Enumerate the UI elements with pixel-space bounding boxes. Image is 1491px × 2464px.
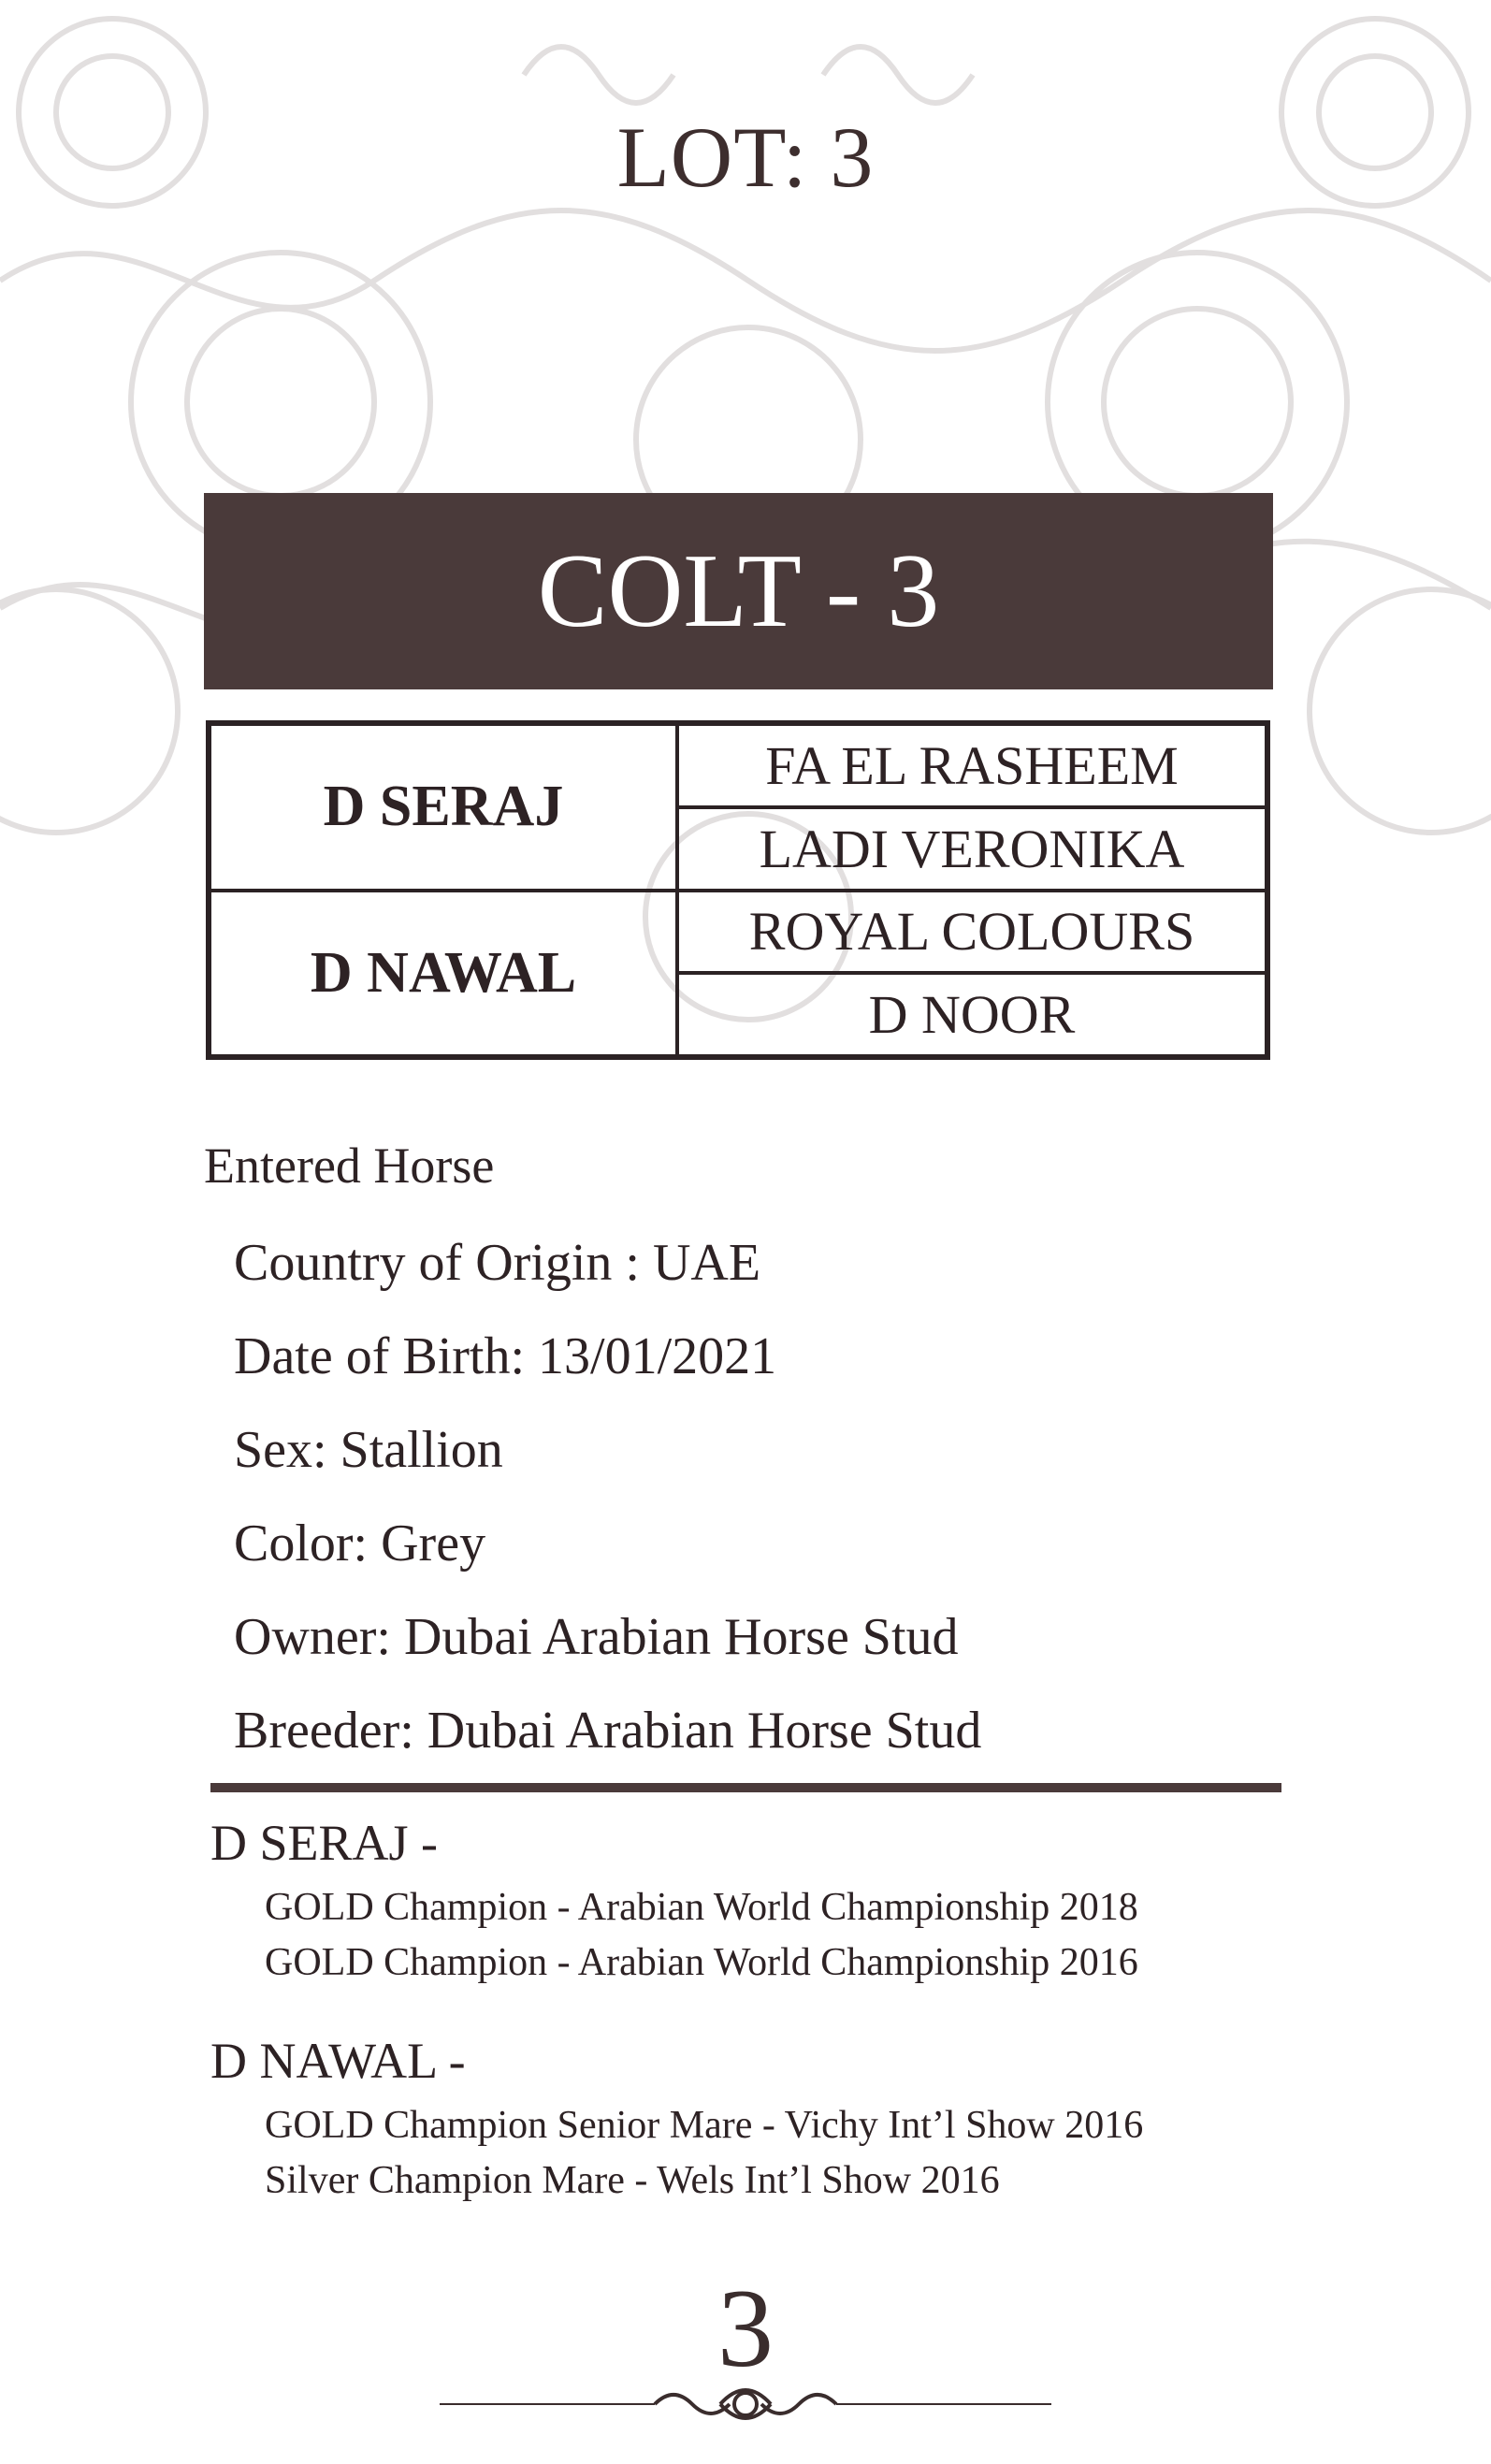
pedigree-dam-sire: ROYAL COLOURS bbox=[677, 891, 1267, 974]
colt-banner-title: COLT - 3 bbox=[537, 532, 940, 649]
pedigree-dam-dam: D NOOR bbox=[677, 973, 1267, 1056]
pedigree-sire-sire: FA EL RASHEEM bbox=[677, 724, 1267, 807]
pedigree-dam: D NAWAL bbox=[210, 891, 677, 1057]
detail-owner: Owner: Dubai Arabian Horse Stud bbox=[234, 1608, 959, 1666]
award-item: Silver Champion Mare - Wels Int’l Show 2016 bbox=[265, 2159, 1000, 2202]
award-item: GOLD Champion Senior Mare - Vichy Int’l Show 2016 bbox=[265, 2104, 1144, 2147]
detail-sex: Sex: Stallion bbox=[234, 1421, 503, 1479]
pedigree-sire: D SERAJ bbox=[210, 724, 677, 891]
pedigree-table bbox=[206, 720, 1270, 1060]
section-divider bbox=[210, 1783, 1281, 1792]
award-item: GOLD Champion - Arabian World Championship 2018 bbox=[265, 1886, 1138, 1929]
detail-breeder: Breeder: Dubai Arabian Horse Stud bbox=[234, 1702, 982, 1760]
detail-color: Color: Grey bbox=[234, 1515, 486, 1573]
awards-dam bbox=[210, 2023, 1143, 2209]
award-horse-name: D NAWAL - bbox=[210, 2033, 466, 2089]
pedigree-sire-dam: LADI VERONIKA bbox=[677, 807, 1267, 891]
page-number: 3 bbox=[717, 2266, 774, 2390]
detail-country: Country of Origin : UAE bbox=[234, 1234, 761, 1292]
horse-details bbox=[234, 1216, 981, 1777]
awards-sire bbox=[210, 1805, 1138, 1991]
lot-title: LOT: 3 bbox=[616, 109, 875, 205]
entered-horse-heading: Entered Horse bbox=[204, 1138, 495, 1194]
flourish-divider-icon bbox=[440, 2381, 1051, 2428]
award-horse-name: D SERAJ - bbox=[210, 1815, 439, 1871]
colt-banner bbox=[204, 493, 1273, 689]
award-item: GOLD Champion - Arabian World Championship 2016 bbox=[265, 1941, 1138, 1984]
detail-birth-date: Date of Birth: 13/01/2021 bbox=[234, 1327, 777, 1385]
